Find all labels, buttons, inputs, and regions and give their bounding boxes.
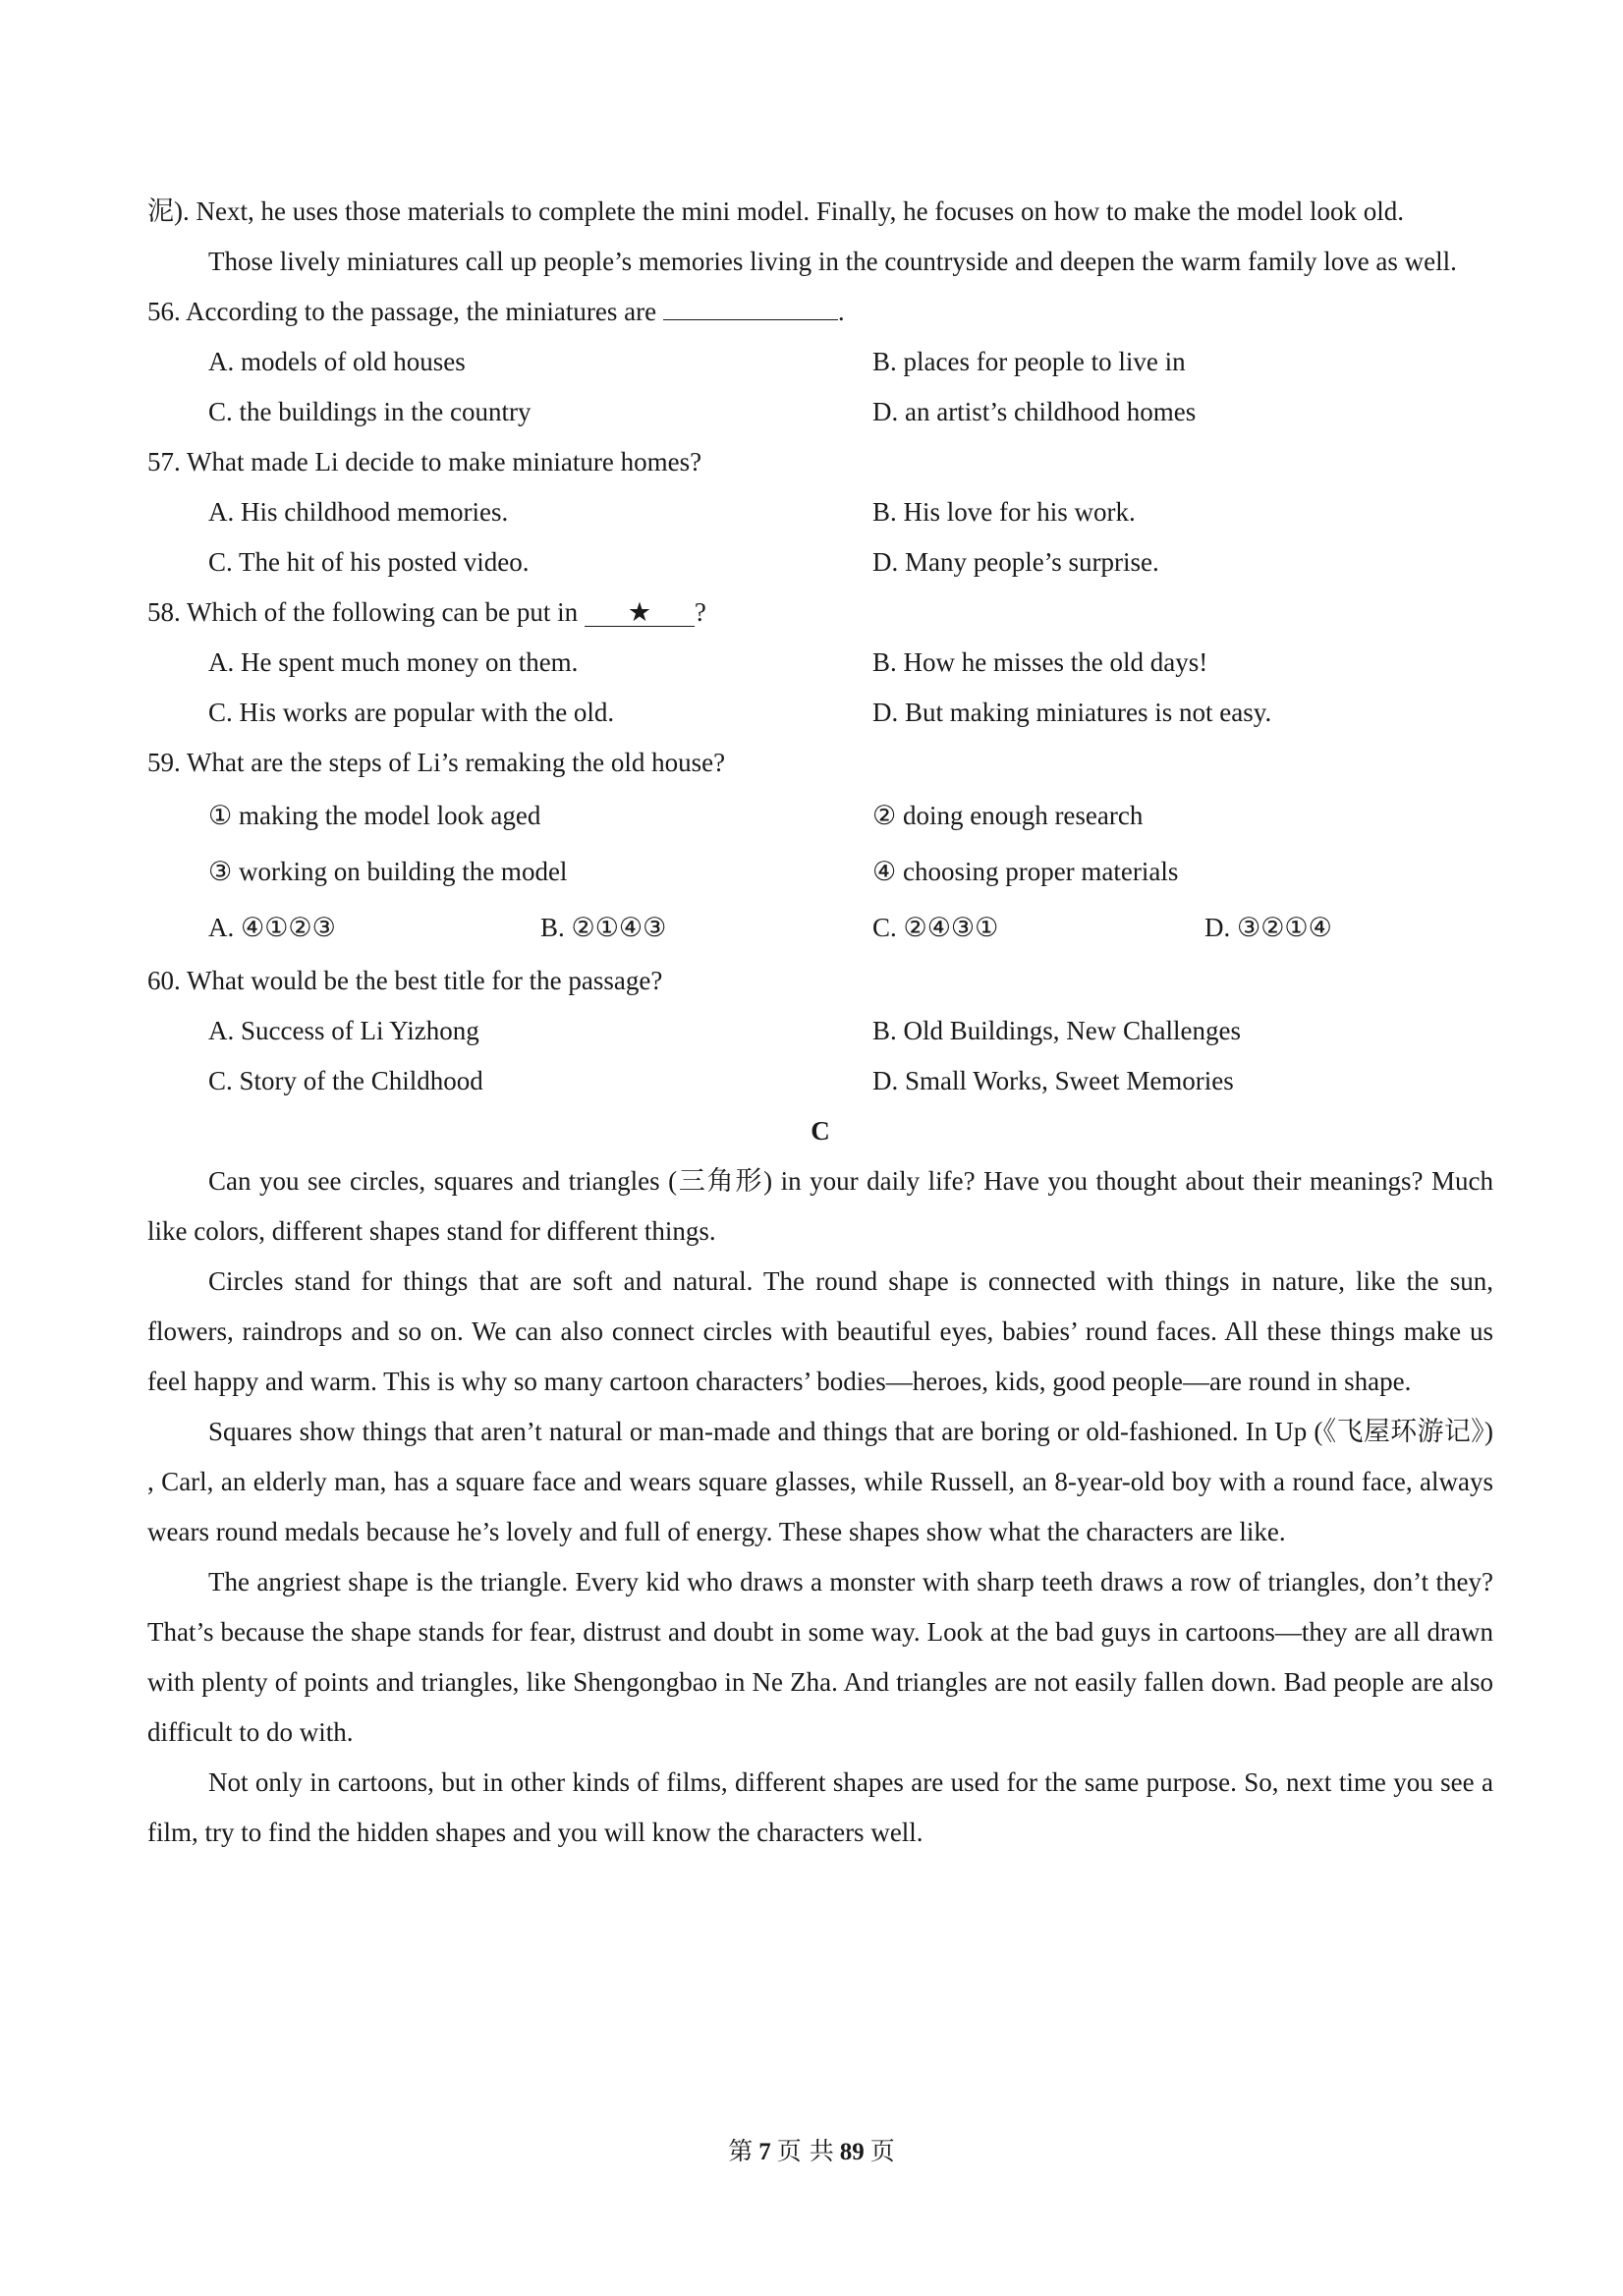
option-d: D. an artist’s childhood homes [872,397,1197,426]
option-c: C. Story of the Childhood [208,1066,483,1095]
question-56 [147,287,1493,437]
option-a: A. He spent much money on them. [208,647,579,677]
option-a: A. Success of Li Yizhong [208,1016,479,1045]
passage-c-paragraph: Can you see circles, squares and triangles (三角形) in your daily life? Have you thought about their meanings? Much like colors, different shapes stand for different things. [147,1166,1493,1246]
option-b: B. How he misses the old days! [872,647,1208,677]
option-d: D. Many people’s surprise. [872,547,1159,577]
step-3: ③ working on building the model [208,857,568,886]
question-stem-end: . [837,297,845,326]
option-b: B. Old Buildings, New Challenges [872,1016,1241,1045]
question-stem: 56. According to the passage, the miniatures are [147,297,657,326]
passage-c-paragraph: Squares show things that aren’t natural or man-made and things that are boring or old-fashioned. In Up (《飞屋环游记》) , Carl, an elderly man, has a square face and wears square glasses, while Russell, an 8-year-old boy with a round face, always wears round medals because he’s lovely and full of energy. These shapes show what the characters are like. [147,1417,1493,1546]
option-a: A. ④①②③ [208,913,336,942]
footer-prefix: 第 [728,2137,754,2165]
passage-b-paragraph: 泥). Next, he uses those materials to complete the mini model. Finally, he focuses on how to make the model look old. [147,196,1404,226]
option-d: D. ③②①④ [1204,913,1332,942]
question-stem: 60. What would be the best title for the passage? [147,966,663,995]
option-c: C. The hit of his posted video. [208,547,530,577]
passage-c-paragraph: The angriest shape is the triangle. Every kid who draws a monster with sharp teeth draws a row of triangles, don’t they? That’s because the shape stands for fear, distrust and doubt in some way. Look at the bad guys in cartoons—they are all drawn with plenty of points and triangles, like Shengongbao in Ne Zha. And triangles are not easily fallen down. Bad people are also difficult to do with. [147,1567,1493,1747]
answer-blank [663,298,838,320]
question-60 [147,956,1493,1106]
footer-middle: 页 共 [776,2137,834,2165]
option-c: C. His works are popular with the old. [208,698,615,727]
question-58 [147,588,1493,738]
options [147,1006,1493,1106]
page-footer [0,2132,1623,2167]
passage-c-paragraph: Not only in cartoons, but in other kinds of films, different shapes are used for the same purpose. So, next time you see a film, try to find the hidden shapes and you will know the characters well. [147,1767,1493,1847]
question-57 [147,437,1493,588]
options [147,638,1493,738]
passage-b-paragraph: Those lively miniatures call up people’s memories living in the countryside and deepen the warm family love as well. [208,247,1457,276]
options [147,337,1493,437]
option-d: D. Small Works, Sweet Memories [872,1066,1234,1095]
option-a: A. His childhood memories. [208,497,509,527]
option-c: C. ②④③① [872,913,999,942]
option-b: B. His love for his work. [872,497,1136,527]
question-stem-end: ? [694,597,706,627]
document-page [147,187,1493,1858]
section-heading: C [811,1116,830,1146]
footer-suffix: 页 [869,2137,895,2165]
option-b: B. places for people to live in [872,347,1186,376]
passage-c-paragraph: Circles stand for things that are soft and natural. The round shape is connected with things in nature, like the sun, flowers, raindrops and so on. We can also connect circles with beautiful eyes, babies’ round faces. All these things make us feel happy and warm. This is why so many cartoon characters’ bodies—heroes, kids, good people—are round in shape. [147,1266,1493,1396]
question-stem: 57. What made Li decide to make miniature homes? [147,447,702,476]
steps [147,788,1493,900]
page-number: 7 [758,2139,771,2165]
option-c: C. the buildings in the country [208,397,532,426]
step-1: ① making the model look aged [208,801,541,830]
options [147,900,1493,956]
options [147,487,1493,588]
option-a: A. models of old houses [208,347,466,376]
option-b: B. ②①④③ [540,913,667,942]
page-total: 89 [839,2139,865,2165]
step-2: ② doing enough research [872,801,1144,830]
option-d: D. But making miniatures is not easy. [872,698,1272,727]
question-stem: 59. What are the steps of Li’s remaking the old house? [147,748,726,777]
question-59 [147,738,1493,956]
step-4: ④ choosing proper materials [872,857,1179,886]
question-stem: 58. Which of the following can be put in [147,597,579,627]
star-blank: ★ [585,598,695,627]
